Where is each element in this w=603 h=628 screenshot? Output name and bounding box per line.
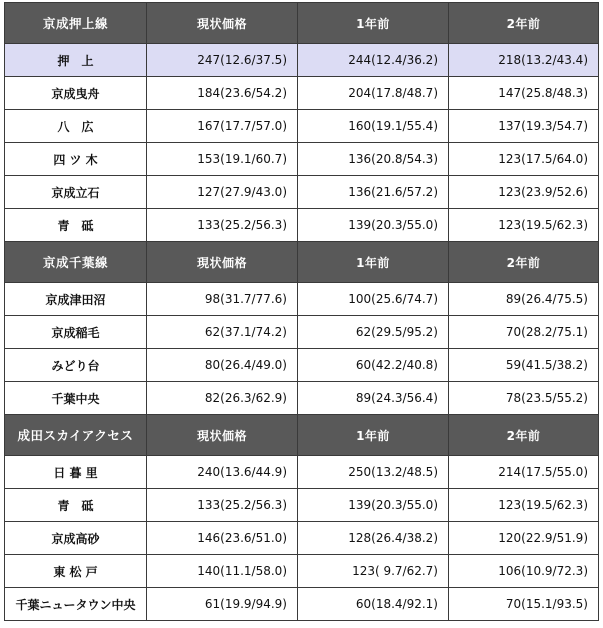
table-row xyxy=(5,143,599,176)
table-row xyxy=(5,588,599,621)
table-row xyxy=(5,283,599,316)
station-name: 千葉ニュータウン中央 xyxy=(5,588,147,621)
price-1-year-ago: 60(42.2/40.8) xyxy=(298,349,449,382)
column-current: 現状価格 xyxy=(147,242,298,283)
table-row xyxy=(5,382,599,415)
price-1-year-ago: 139(20.3/55.0) xyxy=(298,489,449,522)
price-2-years-ago: 70(28.2/75.1) xyxy=(449,316,599,349)
price-2-years-ago: 218(13.2/43.4) xyxy=(449,44,599,77)
price-2-years-ago: 147(25.8/48.3) xyxy=(449,77,599,110)
table-row xyxy=(5,555,599,588)
station-name: 青 砥 xyxy=(5,209,147,242)
column-current: 現状価格 xyxy=(147,415,298,456)
table-row xyxy=(5,44,599,77)
station-name: みどり台 xyxy=(5,349,147,382)
price-2-years-ago: 123(19.5/62.3) xyxy=(449,489,599,522)
current-price: 127(27.9/43.0) xyxy=(147,176,298,209)
price-1-year-ago: 62(29.5/95.2) xyxy=(298,316,449,349)
section-header xyxy=(5,415,599,456)
current-price: 98(31.7/77.6) xyxy=(147,283,298,316)
current-price: 62(37.1/74.2) xyxy=(147,316,298,349)
table-row xyxy=(5,489,599,522)
station-name: 日 暮 里 xyxy=(5,456,147,489)
current-price: 146(23.6/51.0) xyxy=(147,522,298,555)
station-name: 四 ツ 木 xyxy=(5,143,147,176)
current-price: 140(11.1/58.0) xyxy=(147,555,298,588)
station-name: 押 上 xyxy=(5,44,147,77)
price-1-year-ago: 60(18.4/92.1) xyxy=(298,588,449,621)
current-price: 80(26.4/49.0) xyxy=(147,349,298,382)
current-price: 133(25.2/56.3) xyxy=(147,489,298,522)
price-2-years-ago: 123(17.5/64.0) xyxy=(449,143,599,176)
current-price: 240(13.6/44.9) xyxy=(147,456,298,489)
price-1-year-ago: 100(25.6/74.7) xyxy=(298,283,449,316)
station-name: 東 松 戸 xyxy=(5,555,147,588)
table-body xyxy=(5,3,599,621)
line-name: 京成押上線 xyxy=(5,3,147,44)
price-2-years-ago: 78(23.5/55.2) xyxy=(449,382,599,415)
line-name: 成田スカイアクセス xyxy=(5,415,147,456)
station-name: 青 砥 xyxy=(5,489,147,522)
section-header xyxy=(5,242,599,283)
price-1-year-ago: 139(20.3/55.0) xyxy=(298,209,449,242)
current-price: 184(23.6/54.2) xyxy=(147,77,298,110)
price-1-year-ago: 244(12.4/36.2) xyxy=(298,44,449,77)
column-2-years-ago: 2年前 xyxy=(449,415,599,456)
price-2-years-ago: 123(19.5/62.3) xyxy=(449,209,599,242)
price-2-years-ago: 123(23.9/52.6) xyxy=(449,176,599,209)
table-row xyxy=(5,456,599,489)
price-2-years-ago: 137(19.3/54.7) xyxy=(449,110,599,143)
price-2-years-ago: 120(22.9/51.9) xyxy=(449,522,599,555)
current-price: 61(19.9/94.9) xyxy=(147,588,298,621)
table-row xyxy=(5,522,599,555)
table-row xyxy=(5,209,599,242)
column-1-year-ago: 1年前 xyxy=(298,415,449,456)
section-header xyxy=(5,3,599,44)
column-1-year-ago: 1年前 xyxy=(298,3,449,44)
table-row xyxy=(5,349,599,382)
table-row xyxy=(5,316,599,349)
price-1-year-ago: 250(13.2/48.5) xyxy=(298,456,449,489)
column-2-years-ago: 2年前 xyxy=(449,3,599,44)
price-2-years-ago: 89(26.4/75.5) xyxy=(449,283,599,316)
price-1-year-ago: 123( 9.7/62.7) xyxy=(298,555,449,588)
station-name: 京成曳舟 xyxy=(5,77,147,110)
station-price-table xyxy=(4,2,599,621)
price-1-year-ago: 89(24.3/56.4) xyxy=(298,382,449,415)
current-price: 247(12.6/37.5) xyxy=(147,44,298,77)
current-price: 82(26.3/62.9) xyxy=(147,382,298,415)
table-row xyxy=(5,110,599,143)
station-name: 京成高砂 xyxy=(5,522,147,555)
table-row xyxy=(5,176,599,209)
current-price: 167(17.7/57.0) xyxy=(147,110,298,143)
price-1-year-ago: 128(26.4/38.2) xyxy=(298,522,449,555)
column-current: 現状価格 xyxy=(147,3,298,44)
table-row xyxy=(5,77,599,110)
price-1-year-ago: 136(20.8/54.3) xyxy=(298,143,449,176)
column-1-year-ago: 1年前 xyxy=(298,242,449,283)
price-2-years-ago: 59(41.5/38.2) xyxy=(449,349,599,382)
station-name: 京成稲毛 xyxy=(5,316,147,349)
price-2-years-ago: 214(17.5/55.0) xyxy=(449,456,599,489)
current-price: 133(25.2/56.3) xyxy=(147,209,298,242)
price-2-years-ago: 106(10.9/72.3) xyxy=(449,555,599,588)
price-2-years-ago: 70(15.1/93.5) xyxy=(449,588,599,621)
column-2-years-ago: 2年前 xyxy=(449,242,599,283)
price-1-year-ago: 204(17.8/48.7) xyxy=(298,77,449,110)
station-name: 八 広 xyxy=(5,110,147,143)
current-price: 153(19.1/60.7) xyxy=(147,143,298,176)
price-1-year-ago: 160(19.1/55.4) xyxy=(298,110,449,143)
station-name: 京成立石 xyxy=(5,176,147,209)
line-name: 京成千葉線 xyxy=(5,242,147,283)
station-name: 京成津田沼 xyxy=(5,283,147,316)
station-name: 千葉中央 xyxy=(5,382,147,415)
price-1-year-ago: 136(21.6/57.2) xyxy=(298,176,449,209)
